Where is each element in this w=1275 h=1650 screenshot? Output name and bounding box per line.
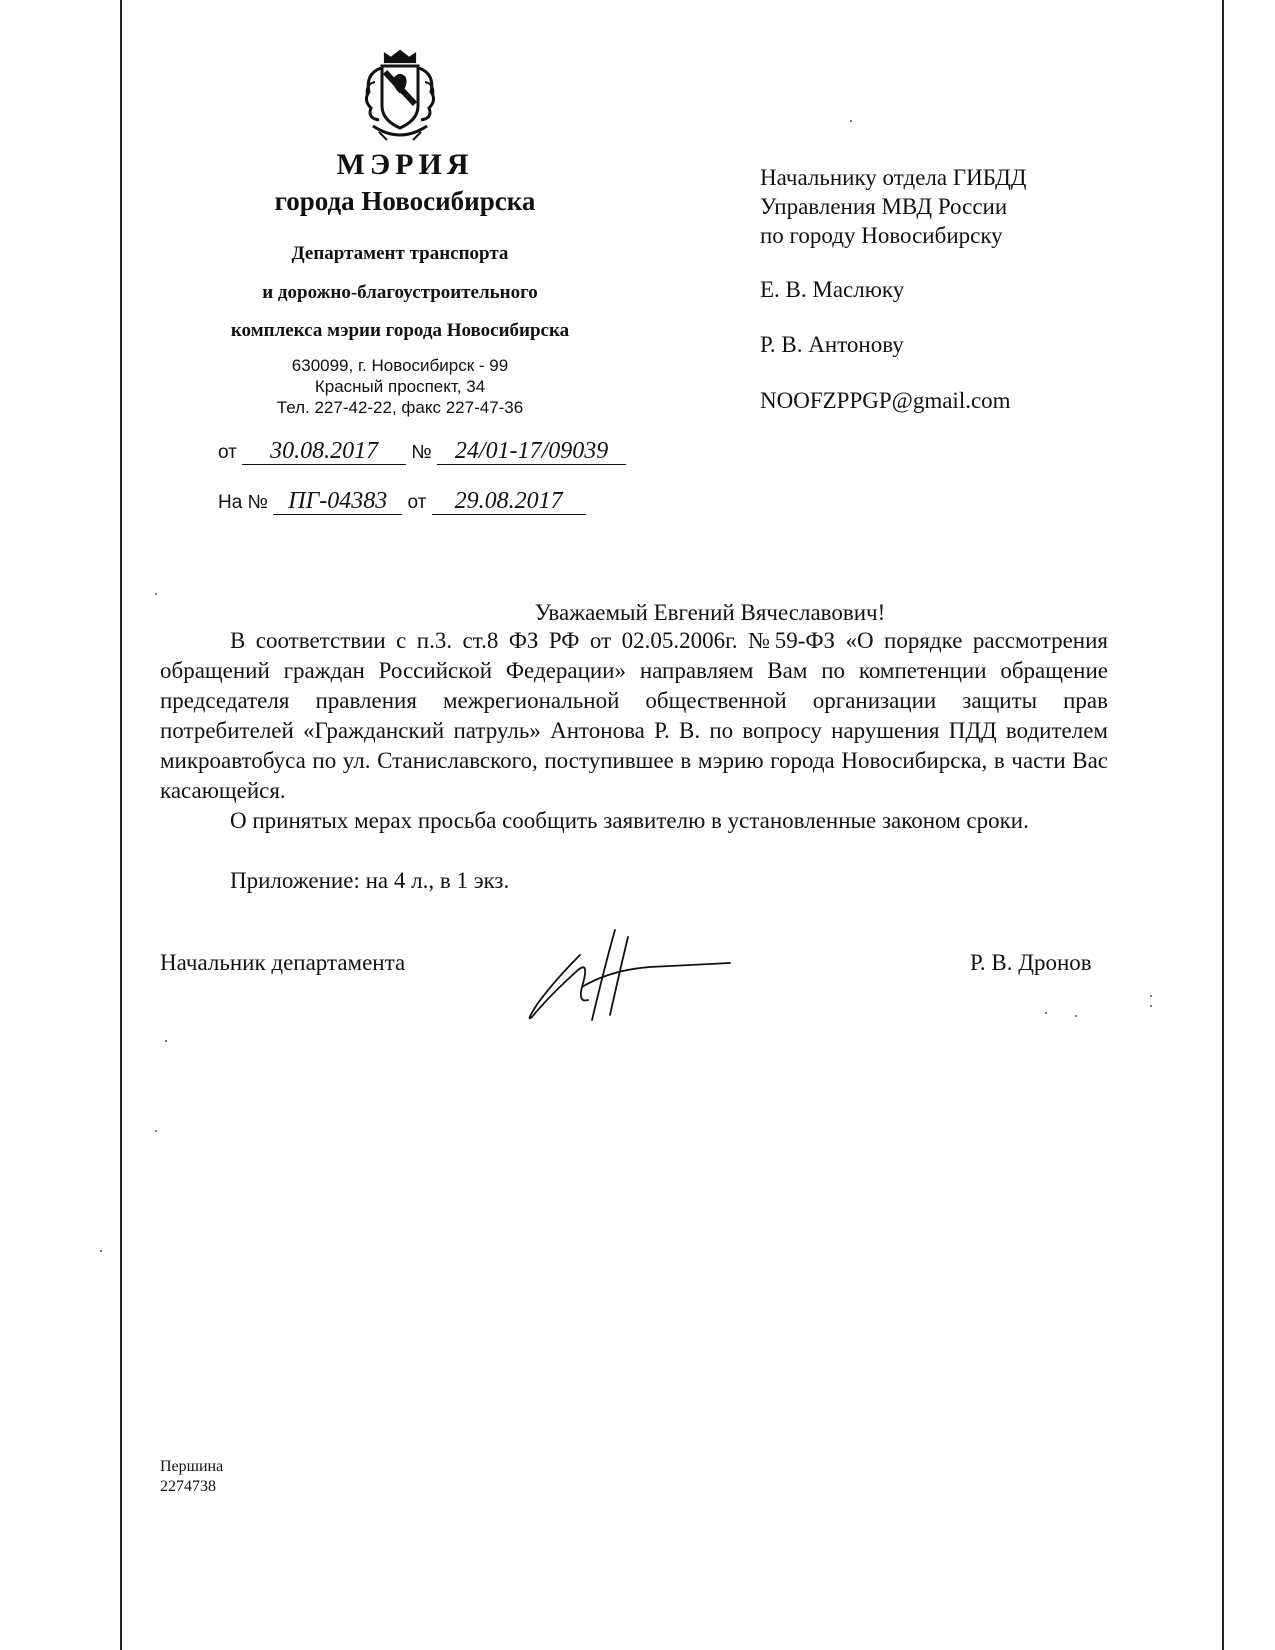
address-line: Тел. 227-42-22, факс 227-47-36 [276,398,524,417]
scan-speck [1150,1005,1152,1007]
number-label: № [411,442,432,463]
recipient-line: Управления МВД России [760,194,1008,219]
recipient-email: NOOFZPPGP@gmail.com [760,388,1011,413]
from-label: от [218,442,237,463]
outgoing-date: 30.08.2017 [242,438,406,465]
salutation: Уважаемый Евгений Вячеславович! [534,600,886,625]
handwritten-signature [520,925,735,1030]
recipient-line: по городу Новосибирску [760,223,1003,248]
outgoing-registration [218,438,626,465]
executor-phone: 2274738 [160,1478,216,1495]
coat-of-arms-icon [355,48,445,148]
incoming-reference [218,488,586,515]
recipient-name: Е. В. Маслюку [760,277,905,302]
scan-speck [850,120,852,122]
reply-number: ПГ-04383 [273,488,402,515]
body-paragraph: О принятых мерах просьба сообщить заявителю в установленные законом сроки. [230,808,1029,833]
department-line: комплекса мэрии города Новосибирска [230,320,570,341]
scan-speck [155,1130,157,1132]
address-line: 630099, г. Новосибирск - 99 [291,356,509,375]
body-paragraph: В соответствии с п.3. ст.8 ФЗ РФ от 02.05.2006г. №59-ФЗ «О порядке рассмотрения обращений граждан Российской Федерации» направляем Вам по компетенции обращение председателя правления межрегиональной общественной организации защиты прав потребителей «Гражданский патруль» Антонова Р. В. по вопросу нарушения ПДД водителем микроавтобуса по ул. Станиславского, поступившее в мэрию города Новосибирска, в части Вас касающейся. [160,628,1108,803]
reply-date: 29.08.2017 [432,488,586,515]
page-border-left [120,0,122,1650]
scan-speck [1150,995,1152,997]
recipient-name: Р. В. Антонову [760,332,904,357]
signatory-title: Начальник департамента [160,950,406,975]
scan-speck [155,593,157,595]
org-title: МЭРИЯ [336,148,474,181]
body-paragraph: Приложение: на 4 л., в 1 экз. [230,868,510,893]
recipient-line: Начальнику отдела ГИБДД [760,165,1027,190]
outgoing-number: 24/01-17/09039 [437,438,626,465]
org-city: города Новосибирска [274,186,536,216]
reply-from-label: от [407,492,427,513]
reply-label: На № [218,492,268,513]
page-border-right [1222,0,1224,1650]
executor-name: Першина [160,1458,224,1475]
scan-speck [1045,1012,1047,1014]
department-line: и дорожно-благоустроительного [262,282,538,303]
address-line: Красный проспект, 34 [314,377,486,396]
scan-speck [100,1250,102,1252]
scan-speck [1075,1015,1077,1017]
scan-speck [165,1040,167,1042]
signatory-name: Р. В. Дронов [970,950,1092,975]
department-line: Департамент транспорта [291,243,509,264]
